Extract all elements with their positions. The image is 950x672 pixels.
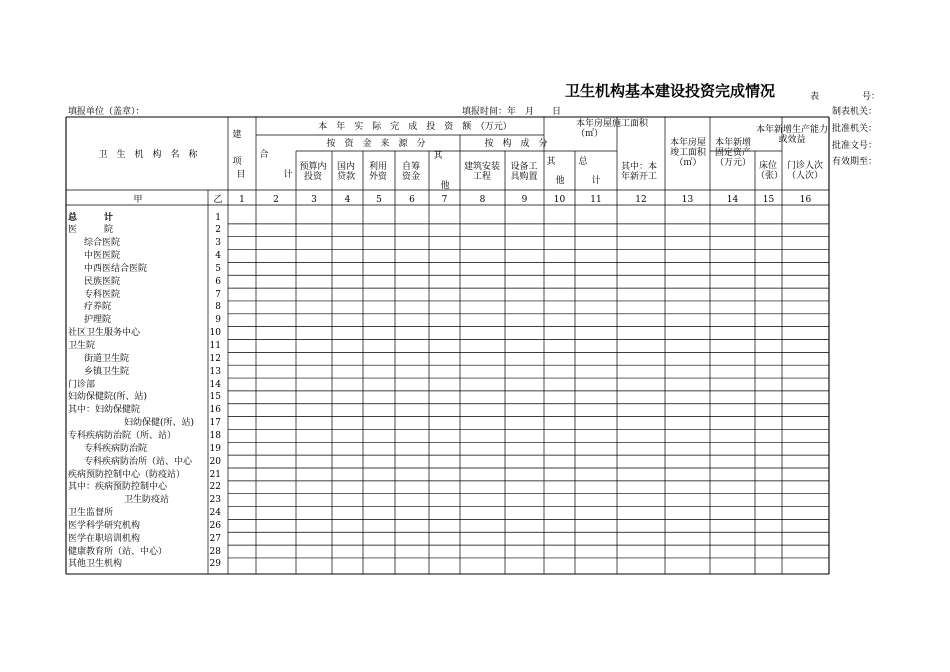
column-number: 8 bbox=[479, 195, 486, 205]
row-label: 总 计 bbox=[68, 212, 114, 223]
header-project-c: 目 bbox=[236, 170, 246, 180]
header-total-b: 计 bbox=[283, 170, 293, 180]
row-label: 医学科学研究机构 bbox=[68, 520, 141, 531]
header-other-b: 他 bbox=[440, 181, 450, 191]
header-total-a: 合 bbox=[259, 150, 269, 160]
row-label: 专科疾病防治院 bbox=[84, 443, 148, 454]
header-equip: 设备工具购置 bbox=[510, 162, 538, 182]
header-completed: 本年房屋竣工面积（㎡） bbox=[669, 138, 706, 168]
row-label: 护理院 bbox=[84, 315, 112, 326]
column-number: 6 bbox=[409, 195, 415, 205]
row-label: 中医医院 bbox=[84, 251, 121, 262]
header-budget: 预算内投资 bbox=[299, 162, 327, 182]
header-beds: 床位（张） bbox=[756, 161, 784, 181]
maker-label: 制表机关： bbox=[832, 107, 878, 117]
row-label: 综合医院 bbox=[84, 238, 121, 249]
column-number: 1 bbox=[239, 195, 245, 205]
header-area-total-a: 总 bbox=[578, 157, 588, 167]
row-number: 14 bbox=[209, 379, 221, 390]
column-number: 11 bbox=[590, 195, 602, 205]
row-label: 疗养院 bbox=[84, 302, 112, 313]
header-area-total-b: 计 bbox=[591, 176, 601, 186]
column-number: 5 bbox=[376, 195, 382, 205]
row-number: 17 bbox=[209, 418, 221, 429]
row-label: 其他卫生机构 bbox=[68, 559, 123, 570]
row-label: 中西医结合医院 bbox=[84, 263, 148, 274]
row-label: 门诊部 bbox=[68, 379, 96, 390]
row-number: 4 bbox=[215, 251, 221, 262]
row-number: 18 bbox=[209, 430, 221, 441]
header-by-composition: 按 构 成 分 bbox=[484, 139, 548, 149]
row-number: 23 bbox=[209, 495, 221, 506]
row-number: 16 bbox=[209, 405, 221, 416]
row-number: 19 bbox=[209, 443, 221, 454]
column-number: 15 bbox=[762, 195, 775, 205]
row-number: 11 bbox=[209, 341, 221, 351]
header-name: 卫 生 机 构 名 称 bbox=[98, 150, 198, 160]
header-new-assets: 本年新增固定资产（万元） bbox=[714, 138, 751, 168]
header-project-b: 项 bbox=[232, 157, 242, 167]
row-number: 13 bbox=[209, 366, 221, 377]
column-number: 7 bbox=[441, 195, 448, 205]
header-self: 自筹资金 bbox=[401, 162, 420, 182]
header-comp-other-a: 其 bbox=[546, 157, 556, 167]
col-letter-yi: 乙 bbox=[213, 195, 223, 205]
row-label: 社区卫生服务中心 bbox=[68, 328, 141, 339]
header-by-source: 按 资 金 来 源 分 bbox=[326, 139, 426, 149]
row-number: 2 bbox=[215, 225, 221, 236]
header-loan: 国内贷款 bbox=[336, 162, 355, 182]
row-label: 卫生防疫站 bbox=[124, 495, 170, 506]
fill-time-label: 填报时间：年 月 日 bbox=[462, 107, 562, 117]
column-number: 9 bbox=[521, 195, 528, 205]
column-number: 2 bbox=[273, 195, 279, 205]
row-label: 乡镇卫生院 bbox=[84, 366, 130, 377]
approval-no-label: 批准文号： bbox=[832, 141, 878, 151]
header-area-group: 本年房屋施工面积（㎡） bbox=[576, 119, 649, 139]
row-number: 7 bbox=[215, 289, 221, 300]
header-other-a: 其 bbox=[433, 151, 443, 161]
column-number: 16 bbox=[799, 195, 812, 205]
approver-label: 批准机关： bbox=[832, 124, 878, 134]
row-label: 其中：疾病预防控制中心 bbox=[68, 482, 168, 493]
header-foreign: 利用外资 bbox=[368, 162, 387, 182]
row-label: 专科疾病防治所（站、中心 bbox=[84, 456, 193, 467]
column-number: 13 bbox=[681, 195, 694, 205]
row-label: 卫生监督所 bbox=[68, 508, 114, 519]
header-comp-other-b: 他 bbox=[555, 176, 565, 186]
row-label: 民族医院 bbox=[84, 276, 121, 287]
number-label: 号： bbox=[862, 92, 881, 102]
row-label: 专科疾病防治院（所、站） bbox=[68, 430, 177, 441]
row-number: 15 bbox=[209, 392, 221, 403]
column-number: 10 bbox=[553, 195, 566, 205]
row-number: 22 bbox=[209, 482, 221, 493]
row-number: 21 bbox=[209, 469, 221, 480]
header-build: 建筑安装工程 bbox=[463, 162, 500, 182]
row-label: 妇幼保健院(所、站) bbox=[68, 392, 148, 403]
column-number: 12 bbox=[635, 195, 647, 205]
header-visits: 门诊人次（人次） bbox=[786, 161, 823, 181]
row-label: 医学在职培训机构 bbox=[68, 533, 141, 544]
row-label: 街道卫生院 bbox=[84, 353, 130, 364]
row-label: 卫生院 bbox=[68, 341, 96, 351]
row-number: 6 bbox=[215, 276, 221, 287]
row-label: 专科医院 bbox=[84, 289, 121, 300]
row-number: 1 bbox=[215, 212, 221, 223]
fill-unit-label: 填报单位（盖章）： bbox=[68, 107, 145, 117]
row-number: 24 bbox=[209, 508, 221, 519]
header-project-a: 建 bbox=[232, 130, 242, 140]
row-number: 8 bbox=[215, 302, 221, 313]
row-number: 10 bbox=[209, 328, 221, 339]
row-number: 20 bbox=[209, 456, 221, 467]
row-number: 12 bbox=[209, 353, 221, 364]
row-number: 27 bbox=[209, 533, 221, 544]
row-label: 妇幼保健(所、站) bbox=[124, 418, 195, 429]
row-label: 其中：妇幼保健院 bbox=[68, 405, 141, 416]
valid-label: 有效期至： bbox=[832, 157, 878, 167]
row-label: 疾病预防控制中心（防疫站） bbox=[68, 469, 186, 480]
column-number: 4 bbox=[344, 195, 351, 205]
header-capacity: 本年新增生产能力或效益 bbox=[756, 125, 829, 145]
row-number: 9 bbox=[215, 315, 221, 326]
report-title: 卫生机构基本建设投资完成情况 bbox=[565, 82, 776, 100]
header-actual: 本 年 实 际 完 成 投 资 额 （万元） bbox=[318, 122, 512, 132]
row-number: 26 bbox=[209, 520, 221, 531]
header-area-new: 其中：本年新开工 bbox=[620, 162, 657, 182]
column-number: 3 bbox=[311, 195, 317, 205]
row-number: 5 bbox=[215, 263, 221, 274]
column-number: 14 bbox=[726, 195, 739, 205]
row-label: 健康教育所（站、中心） bbox=[68, 546, 168, 557]
row-label: 医 院 bbox=[68, 225, 114, 236]
row-number: 3 bbox=[215, 238, 221, 249]
col-letter-jia: 甲 bbox=[133, 195, 143, 205]
row-number: 29 bbox=[209, 559, 221, 570]
table-no-label: 表 bbox=[810, 92, 820, 102]
row-number: 28 bbox=[209, 546, 221, 557]
